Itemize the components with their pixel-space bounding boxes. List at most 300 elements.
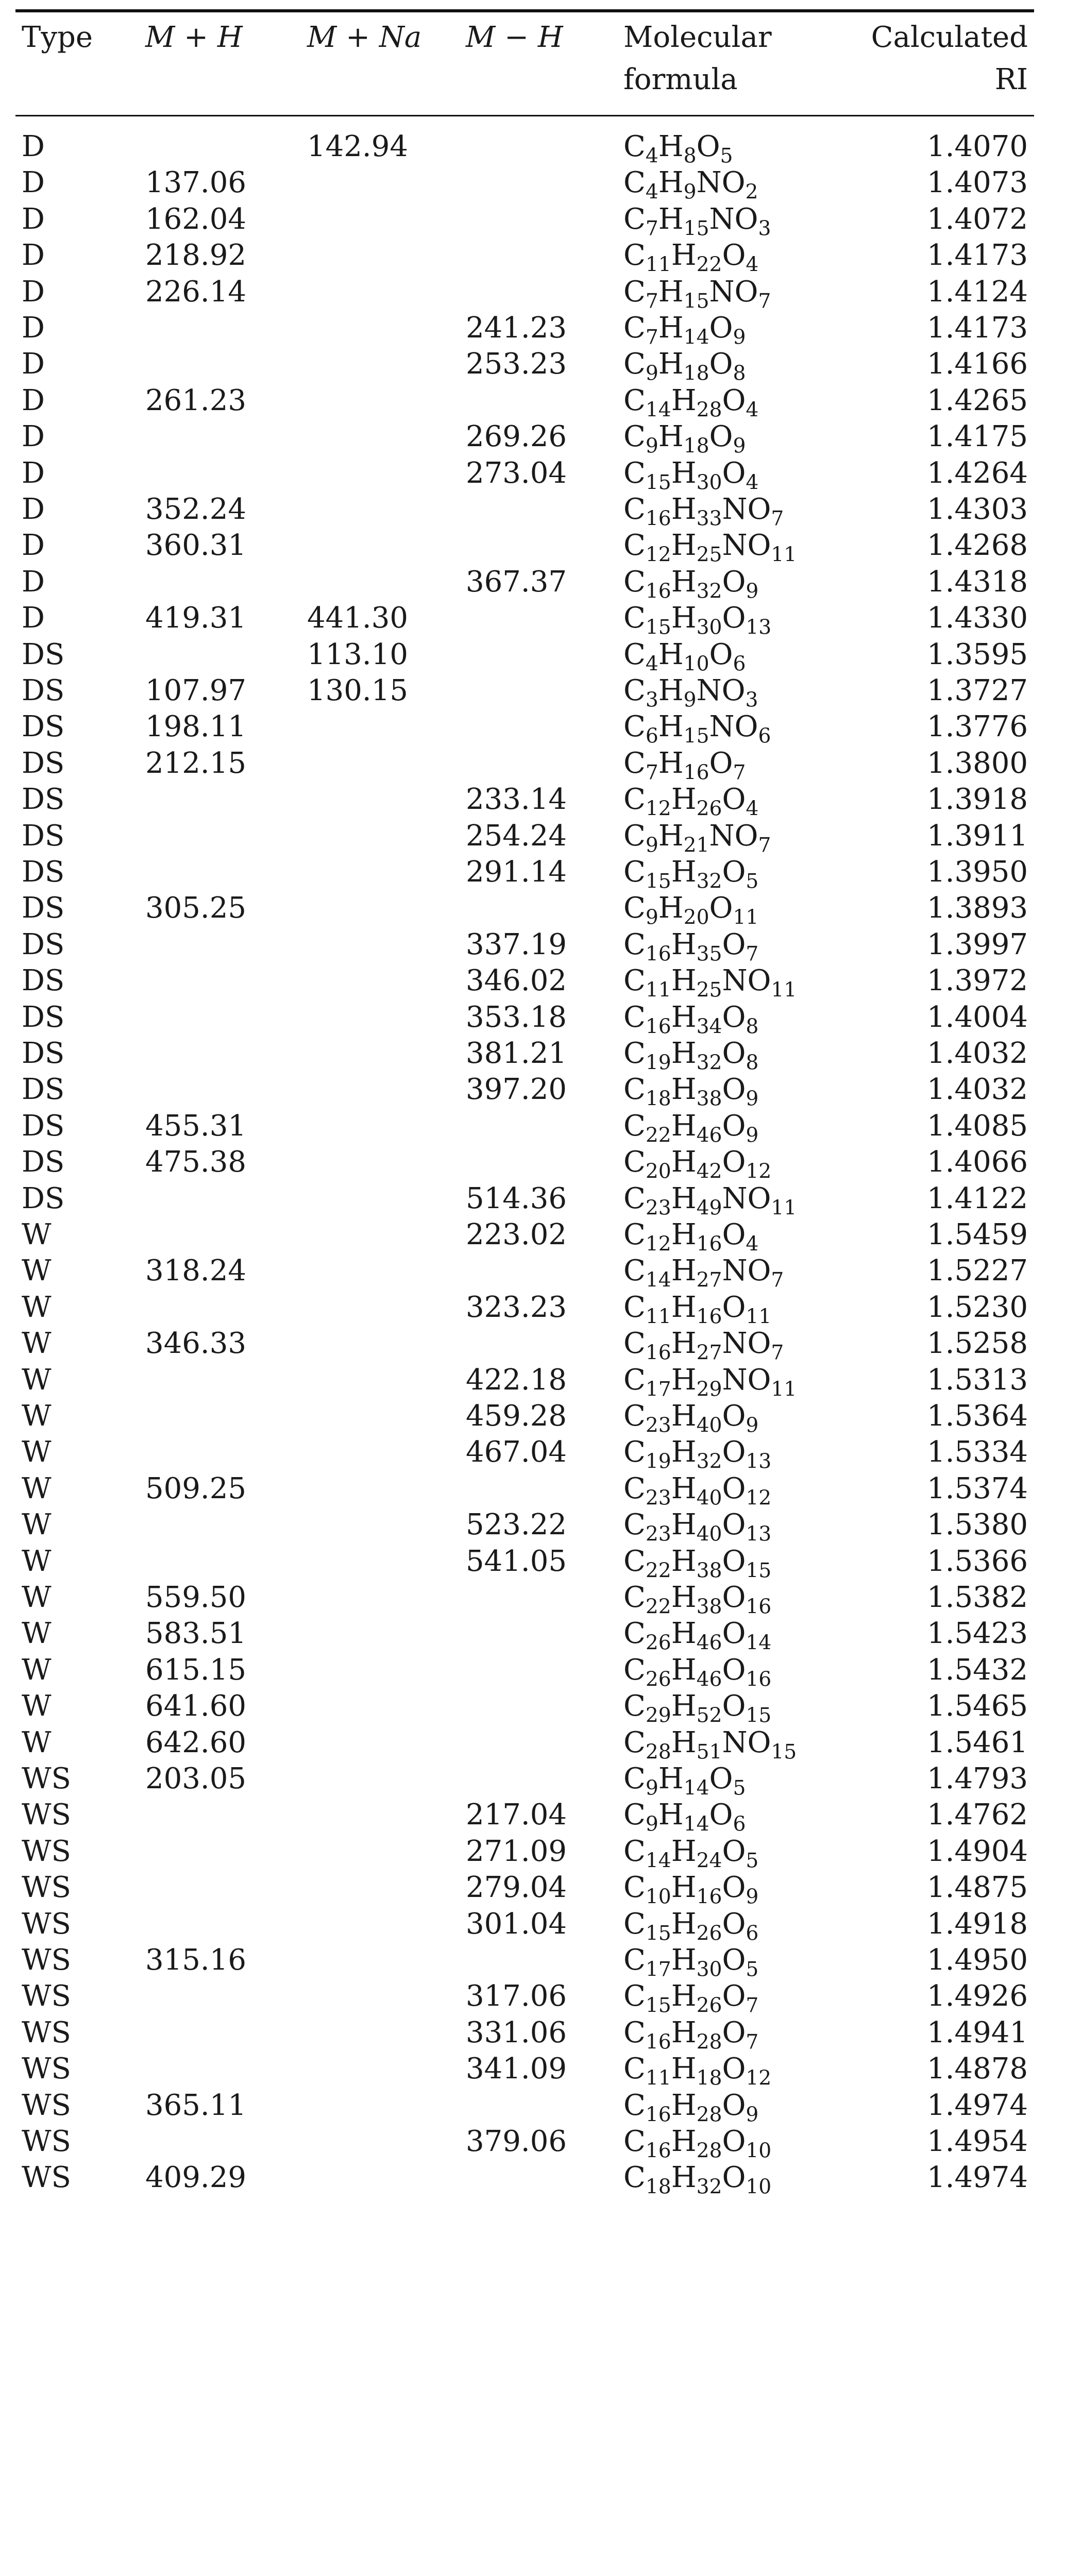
cell-calculated-ri: 1.4926 <box>927 1979 1028 2013</box>
cell-molecular-formula: $C_{16}H_{27}NO_7$ <box>623 1327 784 1365</box>
cell-m-minus-h: 323.23 <box>466 1290 567 1324</box>
cell-m-minus-h: 381.21 <box>466 1037 567 1070</box>
cell-molecular-formula: $C_9H_{14}O_5$ <box>623 1762 746 1800</box>
table-row <box>15 1942 1034 1981</box>
cell-calculated-ri: 1.4073 <box>927 166 1028 200</box>
cell-calculated-ri: 1.4793 <box>927 1762 1028 1795</box>
cell-molecular-formula: $C_{23}H_{40}O_9$ <box>623 1399 759 1437</box>
cell-calculated-ri: 1.5227 <box>927 1254 1028 1288</box>
cell-molecular-formula: $C_{16}H_{28}O_7$ <box>623 2015 759 2054</box>
table-row <box>15 165 1034 204</box>
table-row <box>15 1507 1034 1546</box>
cell-molecular-formula: $C_7H_{16}O_7$ <box>623 746 746 785</box>
table-row <box>15 1253 1034 1292</box>
cell-calculated-ri: 1.5465 <box>927 1689 1028 1723</box>
cell-type: W <box>22 1218 52 1251</box>
cell-calculated-ri: 1.3595 <box>927 637 1028 671</box>
table-row <box>15 1290 1034 1329</box>
cell-type: D <box>22 420 45 454</box>
cell-molecular-formula: $C_{16}H_{34}O_8$ <box>623 1000 759 1039</box>
cell-m-minus-h: 291.14 <box>466 855 567 889</box>
table-row <box>15 2088 1034 2127</box>
cell-molecular-formula: $C_{17}H_{30}O_5$ <box>623 1943 759 1981</box>
cell-type: W <box>22 1617 52 1651</box>
cell-m-minus-h: 541.05 <box>466 1544 567 1578</box>
table-row <box>15 673 1034 712</box>
cell-type: W <box>22 1581 52 1614</box>
cell-m-minus-h: 223.02 <box>466 1218 567 1251</box>
table-row <box>15 1834 1034 1873</box>
cell-molecular-formula: $C_{12}H_{26}O_4$ <box>623 783 759 821</box>
cell-type: DS <box>22 1000 65 1034</box>
cell-type: W <box>22 1363 52 1397</box>
cell-molecular-formula: $C_9H_{14}O_6$ <box>623 1798 746 1836</box>
table-row <box>15 129 1034 168</box>
cell-molecular-formula: $C_{29}H_{52}O_{15}$ <box>623 1689 772 1727</box>
table-row <box>15 2015 1034 2054</box>
cell-m-plus-h: 642.60 <box>145 1725 246 1759</box>
cell-type: W <box>22 1471 52 1505</box>
cell-m-minus-h: 353.18 <box>466 1000 567 1034</box>
cell-type: D <box>22 383 45 417</box>
cell-calculated-ri: 1.4124 <box>927 275 1028 309</box>
cell-m-plus-h: 212.15 <box>145 746 246 780</box>
cell-m-plus-h: 315.16 <box>145 1943 246 1977</box>
cell-type: DS <box>22 1181 65 1215</box>
cell-calculated-ri: 1.3893 <box>927 891 1028 925</box>
table-row <box>15 346 1034 385</box>
table-row <box>15 890 1034 929</box>
cell-calculated-ri: 1.3911 <box>927 819 1028 853</box>
header-rule <box>15 115 1034 116</box>
top-rule <box>15 9 1034 12</box>
table-row <box>15 1036 1034 1075</box>
cell-molecular-formula: $C_{22}H_{46}O_9$ <box>623 1109 759 1147</box>
table-row <box>15 1978 1034 2018</box>
cell-type: WS <box>22 2088 71 2122</box>
cell-type: W <box>22 1689 52 1723</box>
cell-m-minus-h: 422.18 <box>466 1363 567 1397</box>
cell-calculated-ri: 1.5423 <box>927 1617 1028 1651</box>
cell-calculated-ri: 1.5374 <box>927 1471 1028 1505</box>
cell-molecular-formula: $C_{23}H_{49}NO_{11}$ <box>623 1181 797 1220</box>
cell-type: DS <box>22 1109 65 1143</box>
cell-type: DS <box>22 1145 65 1179</box>
table-row <box>15 2051 1034 2090</box>
cell-calculated-ri: 1.5334 <box>927 1435 1028 1469</box>
cell-molecular-formula: $C_{15}H_{32}O_5$ <box>623 855 759 893</box>
cell-molecular-formula: $C_{12}H_{16}O_4$ <box>623 1218 759 1256</box>
cell-calculated-ri: 1.4303 <box>927 493 1028 526</box>
cell-m-plus-na: 441.30 <box>307 601 408 635</box>
table-row <box>15 927 1034 966</box>
cell-type: WS <box>22 1907 71 1941</box>
cell-molecular-formula: $C_{28}H_{51}NO_{15}$ <box>623 1725 797 1764</box>
cell-molecular-formula: $C_3H_9NO_3$ <box>623 674 758 712</box>
cell-molecular-formula: $C_4H_9NO_2$ <box>623 166 758 204</box>
cell-m-minus-h: 241.23 <box>466 311 567 345</box>
cell-m-minus-h: 331.06 <box>466 2015 567 2049</box>
cell-molecular-formula: $C_9H_{18}O_8$ <box>623 347 746 385</box>
cell-type: WS <box>22 1762 71 1795</box>
cell-calculated-ri: 1.3918 <box>927 783 1028 817</box>
cell-type: WS <box>22 2015 71 2049</box>
table-row <box>15 528 1034 567</box>
cell-m-plus-h: 559.50 <box>145 1581 246 1614</box>
cell-m-plus-h: 226.14 <box>145 275 246 309</box>
cell-type: W <box>22 1725 52 1759</box>
cell-molecular-formula: $C_7H_{15}NO_7$ <box>623 275 771 313</box>
cell-type: W <box>22 1327 52 1361</box>
cell-molecular-formula: $C_{11}H_{16}O_{11}$ <box>623 1290 772 1329</box>
cell-type: W <box>22 1290 52 1324</box>
cell-type: WS <box>22 1834 71 1868</box>
header-formula-line1: Molecular <box>623 21 772 54</box>
cell-calculated-ri: 1.4974 <box>927 2088 1028 2122</box>
cell-calculated-ri: 1.4173 <box>927 311 1028 345</box>
cell-type: W <box>22 1508 52 1542</box>
table-row <box>15 2124 1034 2163</box>
cell-m-plus-h: 107.97 <box>145 674 246 707</box>
cell-calculated-ri: 1.5313 <box>927 1363 1028 1397</box>
table-row <box>15 1181 1034 1220</box>
table-row <box>15 963 1034 1002</box>
cell-m-minus-h: 317.06 <box>466 1979 567 2013</box>
cell-m-minus-h: 379.06 <box>466 2125 567 2158</box>
cell-m-plus-h: 419.31 <box>145 601 246 635</box>
cell-m-plus-h: 162.04 <box>145 202 246 236</box>
table-row <box>15 999 1034 1039</box>
cell-m-plus-h: 615.15 <box>145 1653 246 1687</box>
cell-type: DS <box>22 710 65 744</box>
cell-molecular-formula: $C_{10}H_{16}O_9$ <box>623 1871 759 1909</box>
table-row <box>15 1616 1034 1655</box>
cell-molecular-formula: $C_{26}H_{46}O_{14}$ <box>623 1617 772 1655</box>
table-row <box>15 1652 1034 1691</box>
cell-type: D <box>22 275 45 309</box>
table-row <box>15 1362 1034 1401</box>
cell-m-minus-h: 254.24 <box>466 819 567 853</box>
table-row <box>15 709 1034 748</box>
table-row <box>15 637 1034 676</box>
cell-type: D <box>22 166 45 200</box>
cell-type: D <box>22 347 45 381</box>
header-ri-line2: RI <box>994 63 1028 96</box>
cell-type: D <box>22 601 45 635</box>
cell-m-minus-h: 346.02 <box>466 964 567 998</box>
cell-m-minus-h: 217.04 <box>466 1798 567 1832</box>
cell-calculated-ri: 1.4032 <box>927 1073 1028 1107</box>
cell-m-plus-h: 360.31 <box>145 529 246 563</box>
cell-m-plus-h: 475.38 <box>145 1145 246 1179</box>
cell-type: DS <box>22 674 65 707</box>
table-row <box>15 1725 1034 1764</box>
cell-m-plus-h: 641.60 <box>145 1689 246 1723</box>
cell-type: DS <box>22 819 65 853</box>
cell-m-plus-h: 218.92 <box>145 239 246 273</box>
cell-calculated-ri: 1.4941 <box>927 2015 1028 2049</box>
cell-calculated-ri: 1.5459 <box>927 1218 1028 1251</box>
header-row <box>15 16 1034 109</box>
cell-molecular-formula: $C_6H_{15}NO_6$ <box>623 710 771 748</box>
cell-calculated-ri: 1.5366 <box>927 1544 1028 1578</box>
cell-molecular-formula: $C_{15}H_{30}O_{13}$ <box>623 601 772 639</box>
cell-molecular-formula: $C_{15}H_{30}O_4$ <box>623 456 759 495</box>
cell-m-minus-h: 279.04 <box>466 1871 567 1905</box>
cell-m-minus-h: 271.09 <box>466 1834 567 1868</box>
cell-m-plus-h: 352.24 <box>145 493 246 526</box>
cell-molecular-formula: $C_{14}H_{24}O_5$ <box>623 1834 759 1873</box>
table-row <box>15 782 1034 821</box>
cell-molecular-formula: $C_9H_{18}O_9$ <box>623 420 746 458</box>
cell-molecular-formula: $C_{26}H_{46}O_{16}$ <box>623 1653 772 1691</box>
cell-m-plus-h: 509.25 <box>145 1471 246 1505</box>
cell-calculated-ri: 1.4085 <box>927 1109 1028 1143</box>
table-row <box>15 1580 1034 1619</box>
cell-m-plus-h: 365.11 <box>145 2088 246 2122</box>
cell-m-plus-na: 130.15 <box>307 674 408 707</box>
cell-calculated-ri: 1.4762 <box>927 1798 1028 1832</box>
table-row <box>15 745 1034 785</box>
cell-molecular-formula: $C_{14}H_{28}O_4$ <box>623 383 759 422</box>
cell-calculated-ri: 1.4875 <box>927 1871 1028 1905</box>
cell-calculated-ri: 1.4918 <box>927 1907 1028 1941</box>
cell-type: DS <box>22 783 65 817</box>
cell-molecular-formula: $C_7H_{14}O_9$ <box>623 311 746 349</box>
cell-calculated-ri: 1.5382 <box>927 1581 1028 1614</box>
table-row <box>15 1398 1034 1437</box>
cell-type: D <box>22 130 45 163</box>
cell-m-plus-h: 198.11 <box>145 710 246 744</box>
cell-molecular-formula: $C_{19}H_{32}O_{13}$ <box>623 1435 772 1473</box>
table-row <box>15 201 1034 241</box>
table-row <box>15 383 1034 422</box>
cell-m-minus-h: 523.22 <box>466 1508 567 1542</box>
header-molecular-formula <box>623 16 772 101</box>
cell-type: DS <box>22 855 65 889</box>
cell-type: D <box>22 529 45 563</box>
cell-calculated-ri: 1.4173 <box>927 239 1028 273</box>
cell-calculated-ri: 1.4974 <box>927 2161 1028 2195</box>
cell-m-minus-h: 253.23 <box>466 347 567 381</box>
cell-type: D <box>22 493 45 526</box>
cell-molecular-formula: $C_9H_{20}O_{11}$ <box>623 891 759 929</box>
cell-calculated-ri: 1.3800 <box>927 746 1028 780</box>
cell-m-minus-h: 301.04 <box>466 1907 567 1941</box>
cell-molecular-formula: $C_{16}H_{33}NO_7$ <box>623 493 784 531</box>
table-row <box>15 1544 1034 1583</box>
cell-calculated-ri: 1.4066 <box>927 1145 1028 1179</box>
cell-molecular-formula: $C_7H_{15}NO_3$ <box>623 202 771 241</box>
cell-calculated-ri: 1.5432 <box>927 1653 1028 1687</box>
cell-m-plus-na: 113.10 <box>307 637 408 671</box>
cell-molecular-formula: $C_{16}H_{32}O_9$ <box>623 565 759 603</box>
cell-m-minus-h: 233.14 <box>466 783 567 817</box>
header-m-plus-na: M + Na <box>307 21 422 54</box>
cell-calculated-ri: 1.5380 <box>927 1508 1028 1542</box>
cell-molecular-formula: $C_9H_{21}NO_7$ <box>623 819 771 857</box>
cell-calculated-ri: 1.3972 <box>927 964 1028 998</box>
cell-calculated-ri: 1.5230 <box>927 1290 1028 1324</box>
cell-m-minus-h: 459.28 <box>466 1399 567 1433</box>
cell-calculated-ri: 1.4122 <box>927 1181 1028 1215</box>
cell-m-minus-h: 273.04 <box>466 456 567 490</box>
cell-type: WS <box>22 2125 71 2158</box>
cell-type: DS <box>22 1073 65 1107</box>
cell-type: DS <box>22 637 65 671</box>
cell-type: D <box>22 202 45 236</box>
cell-m-plus-h: 455.31 <box>145 1109 246 1143</box>
cell-calculated-ri: 1.3997 <box>927 927 1028 961</box>
table-row <box>15 600 1034 639</box>
table-row <box>15 564 1034 603</box>
cell-m-minus-h: 367.37 <box>466 565 567 599</box>
table-row <box>15 1326 1034 1365</box>
cell-calculated-ri: 1.4070 <box>927 130 1028 163</box>
table-row <box>15 1906 1034 1945</box>
cell-calculated-ri: 1.5364 <box>927 1399 1028 1433</box>
cell-type: DS <box>22 891 65 925</box>
cell-molecular-formula: $C_{14}H_{27}NO_7$ <box>623 1254 784 1292</box>
cell-type: WS <box>22 1979 71 2013</box>
cell-type: W <box>22 1653 52 1687</box>
cell-type: DS <box>22 927 65 961</box>
cell-molecular-formula: $C_{11}H_{22}O_4$ <box>623 239 759 277</box>
cell-calculated-ri: 1.3950 <box>927 855 1028 889</box>
cell-m-minus-h: 341.09 <box>466 2052 567 2086</box>
cell-calculated-ri: 1.3776 <box>927 710 1028 744</box>
cell-m-minus-h: 467.04 <box>466 1435 567 1469</box>
cell-m-plus-h: 203.05 <box>145 1762 246 1795</box>
cell-type: WS <box>22 2052 71 2086</box>
cell-molecular-formula: $C_{22}H_{38}O_{16}$ <box>623 1581 772 1619</box>
cell-calculated-ri: 1.4950 <box>927 1943 1028 1977</box>
cell-m-plus-h: 346.33 <box>145 1327 246 1361</box>
cell-molecular-formula: $C_{22}H_{38}O_{15}$ <box>623 1544 772 1583</box>
cell-molecular-formula: $C_{11}H_{25}NO_{11}$ <box>623 964 797 1002</box>
table-row <box>15 238 1034 277</box>
cell-m-plus-h: 583.51 <box>145 1617 246 1651</box>
table-row <box>15 1797 1034 1836</box>
cell-calculated-ri: 1.5258 <box>927 1327 1028 1361</box>
cell-type: WS <box>22 1798 71 1832</box>
cell-m-minus-h: 514.36 <box>466 1181 567 1215</box>
cell-calculated-ri: 1.4265 <box>927 383 1028 417</box>
table-row <box>15 818 1034 857</box>
cell-type: DS <box>22 964 65 998</box>
cell-m-plus-h: 409.29 <box>145 2161 246 2195</box>
table-row <box>15 419 1034 458</box>
cell-m-plus-h: 137.06 <box>145 166 246 200</box>
table-row <box>15 1217 1034 1256</box>
header-formula-line2: formula <box>623 63 738 96</box>
cell-calculated-ri: 1.4004 <box>927 1000 1028 1034</box>
table-row <box>15 1144 1034 1183</box>
cell-molecular-formula: $C_{23}H_{40}O_{12}$ <box>623 1471 772 1510</box>
cell-molecular-formula: $C_{11}H_{18}O_{12}$ <box>623 2052 772 2090</box>
cell-m-plus-h: 261.23 <box>145 383 246 417</box>
cell-molecular-formula: $C_{17}H_{29}NO_{11}$ <box>623 1363 797 1401</box>
cell-type: D <box>22 311 45 345</box>
cell-m-minus-h: 397.20 <box>466 1073 567 1107</box>
cell-molecular-formula: $C_{23}H_{40}O_{13}$ <box>623 1508 772 1546</box>
cell-calculated-ri: 1.4878 <box>927 2052 1028 2086</box>
cell-molecular-formula: $C_{15}H_{26}O_7$ <box>623 1979 759 2018</box>
cell-molecular-formula: $C_{16}H_{28}O_{10}$ <box>623 2125 772 2163</box>
cell-calculated-ri: 1.4264 <box>927 456 1028 490</box>
cell-type: DS <box>22 1037 65 1070</box>
cell-calculated-ri: 1.3727 <box>927 674 1028 707</box>
cell-type: W <box>22 1254 52 1288</box>
cell-calculated-ri: 1.4318 <box>927 565 1028 599</box>
cell-type: W <box>22 1544 52 1578</box>
cell-m-plus-h: 305.25 <box>145 891 246 925</box>
cell-calculated-ri: 1.5461 <box>927 1725 1028 1759</box>
table-row <box>15 310 1034 349</box>
table-row <box>15 455 1034 495</box>
table-row <box>15 1434 1034 1473</box>
cell-molecular-formula: $C_{16}H_{35}O_7$ <box>623 927 759 966</box>
table-row <box>15 492 1034 531</box>
table-row <box>15 1072 1034 1111</box>
table-row <box>15 1688 1034 1727</box>
table-row <box>15 274 1034 313</box>
cell-type: W <box>22 1399 52 1433</box>
cell-type: W <box>22 1435 52 1469</box>
cell-type: DS <box>22 746 65 780</box>
cell-type: WS <box>22 2161 71 2195</box>
cell-calculated-ri: 1.4166 <box>927 347 1028 381</box>
cell-calculated-ri: 1.4904 <box>927 1834 1028 1868</box>
header-m-minus-h: M − H <box>466 21 563 54</box>
cell-calculated-ri: 1.4268 <box>927 529 1028 563</box>
cell-type: WS <box>22 1871 71 1905</box>
table-row <box>15 1870 1034 1909</box>
cell-m-minus-h: 337.19 <box>466 927 567 961</box>
cell-calculated-ri: 1.4330 <box>927 601 1028 635</box>
cell-molecular-formula: $C_{18}H_{32}O_{10}$ <box>623 2161 772 2199</box>
cell-molecular-formula: $C_{12}H_{25}NO_{11}$ <box>623 529 797 567</box>
cell-calculated-ri: 1.4032 <box>927 1037 1028 1070</box>
cell-type: WS <box>22 1943 71 1977</box>
cell-m-minus-h: 269.26 <box>466 420 567 454</box>
cell-type: D <box>22 456 45 490</box>
cell-molecular-formula: $C_{15}H_{26}O_6$ <box>623 1907 759 1945</box>
table-row <box>15 1108 1034 1147</box>
cell-type: D <box>22 565 45 599</box>
cell-molecular-formula: $C_{19}H_{32}O_8$ <box>623 1037 759 1075</box>
cell-calculated-ri: 1.4072 <box>927 202 1028 236</box>
table-row <box>15 1471 1034 1510</box>
table-row <box>15 1761 1034 1800</box>
cell-calculated-ri: 1.4175 <box>927 420 1028 454</box>
header-ri-line1: Calculated <box>871 21 1028 54</box>
cell-calculated-ri: 1.4954 <box>927 2125 1028 2158</box>
table-row <box>15 2160 1034 2199</box>
header-type: Type <box>22 21 93 54</box>
cell-m-plus-h: 318.24 <box>145 1254 246 1288</box>
cell-molecular-formula: $C_4H_{10}O_6$ <box>623 637 746 676</box>
cell-molecular-formula: $C_4H_8O_5$ <box>623 130 733 168</box>
table-row <box>15 854 1034 893</box>
header-m-plus-h: M + H <box>145 21 243 54</box>
cell-m-plus-na: 142.94 <box>307 130 408 163</box>
cell-type: D <box>22 239 45 273</box>
cell-molecular-formula: $C_{18}H_{38}O_9$ <box>623 1073 759 1111</box>
cell-molecular-formula: $C_{16}H_{28}O_9$ <box>623 2088 759 2127</box>
header-calculated-ri <box>871 16 1028 101</box>
cell-molecular-formula: $C_{20}H_{42}O_{12}$ <box>623 1145 772 1183</box>
